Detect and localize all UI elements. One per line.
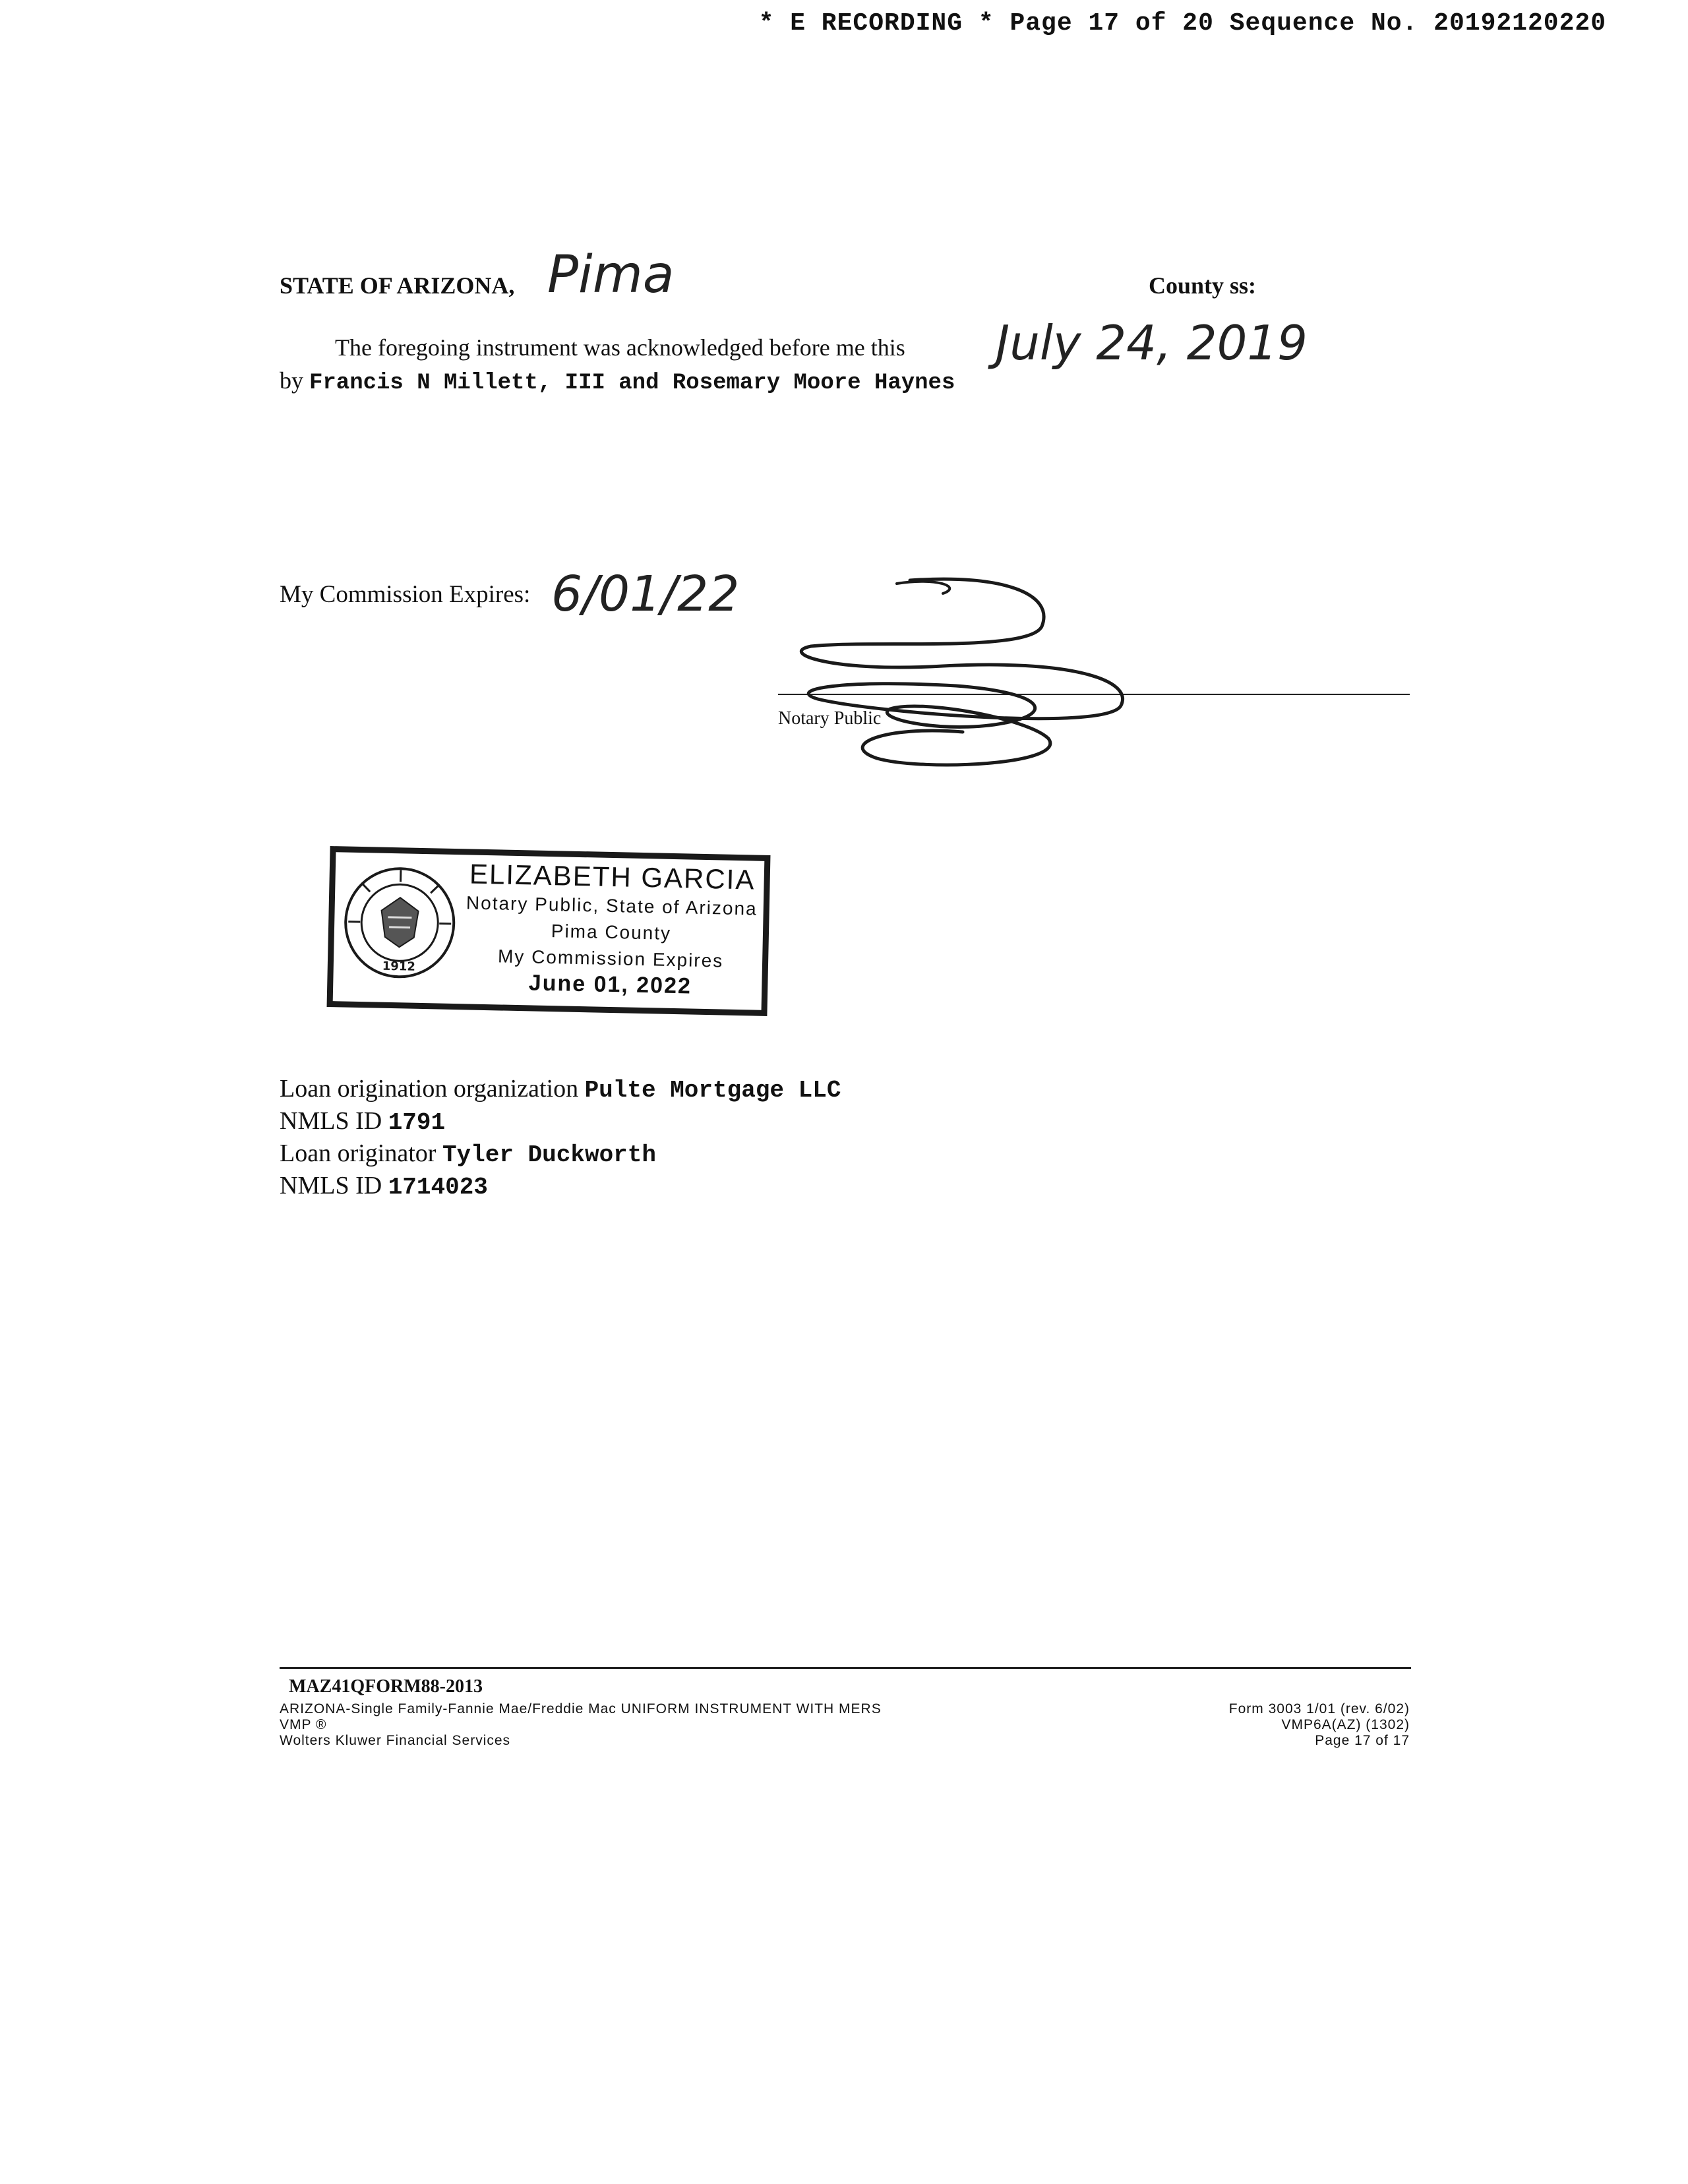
county-ss-label: County ss:: [1149, 272, 1257, 299]
footer-right: [1229, 1701, 1410, 1749]
form-code: MAZ41QFORM88-2013: [289, 1676, 483, 1697]
org-nmls-label: NMLS ID: [280, 1107, 382, 1135]
notary-public-label: Notary Public: [778, 708, 882, 729]
originator-nmls-label: NMLS ID: [280, 1172, 382, 1199]
by-label: by: [280, 367, 303, 394]
footer-publisher: Wolters Kluwer Financial Services: [280, 1733, 511, 1748]
footer-page-number: Page 17 of 17: [1315, 1733, 1410, 1748]
county-handwritten: Pima: [547, 245, 675, 305]
footer-vmp: VMP ®: [280, 1717, 327, 1732]
footer-form-number: Form 3003 1/01 (rev. 6/02): [1228, 1701, 1410, 1716]
originator-value: Tyler Duckworth: [442, 1141, 656, 1168]
org-nmls-value: 1791: [388, 1109, 446, 1136]
loan-origination-block: [280, 1074, 841, 1203]
originator-nmls-line: [280, 1170, 841, 1203]
signers-names: Francis N Millett, III and Rosemary Moore Haynes: [309, 371, 955, 396]
loan-org-line: [280, 1074, 841, 1106]
stamp-text: [462, 858, 761, 1000]
originator-nmls-value: 1714023: [388, 1174, 488, 1201]
state-seal-icon: [340, 863, 459, 982]
notary-signature: [791, 567, 1147, 778]
acknowledgment-text: The foregoing instrument was acknowledged before me this: [335, 334, 905, 361]
recording-header: * E RECORDING * Page 17 of 20 Sequence No. 20192120220: [758, 9, 1606, 38]
svg-text:1912: 1912: [382, 959, 416, 974]
loan-org-label: Loan origination organization: [280, 1075, 579, 1103]
footer-rule: [280, 1667, 1411, 1669]
footer-left: [280, 1701, 882, 1749]
notary-expires-label: My Commission Expires: [497, 946, 724, 971]
notary-county: Pima County: [551, 921, 672, 944]
state-label: STATE OF ARIZONA,: [280, 272, 515, 299]
originator-line: [280, 1138, 841, 1170]
footer-vmp-code: VMP6A(AZ) (1302): [1281, 1717, 1410, 1732]
org-nmls-line: [280, 1106, 841, 1138]
commission-expires-label: My Commission Expires:: [280, 581, 531, 608]
signers-line: [280, 367, 955, 396]
originator-label: Loan originator: [280, 1139, 437, 1167]
commission-date-handwritten: 6/01/22: [551, 566, 740, 622]
notary-name: ELIZABETH GARCIA: [469, 858, 756, 895]
notary-title: Notary Public, State of Arizona: [466, 892, 758, 919]
notary-expires-date: June 01, 2022: [528, 970, 692, 999]
notary-stamp: [327, 846, 771, 1016]
acknowledgment-date-handwritten: July 24, 2019: [996, 315, 1308, 371]
footer-form-title: ARIZONA-Single Family-Fannie Mae/Freddie Mac UNIFORM INSTRUMENT WITH MERS: [280, 1701, 882, 1716]
loan-org-value: Pulte Mortgage LLC: [584, 1077, 841, 1104]
